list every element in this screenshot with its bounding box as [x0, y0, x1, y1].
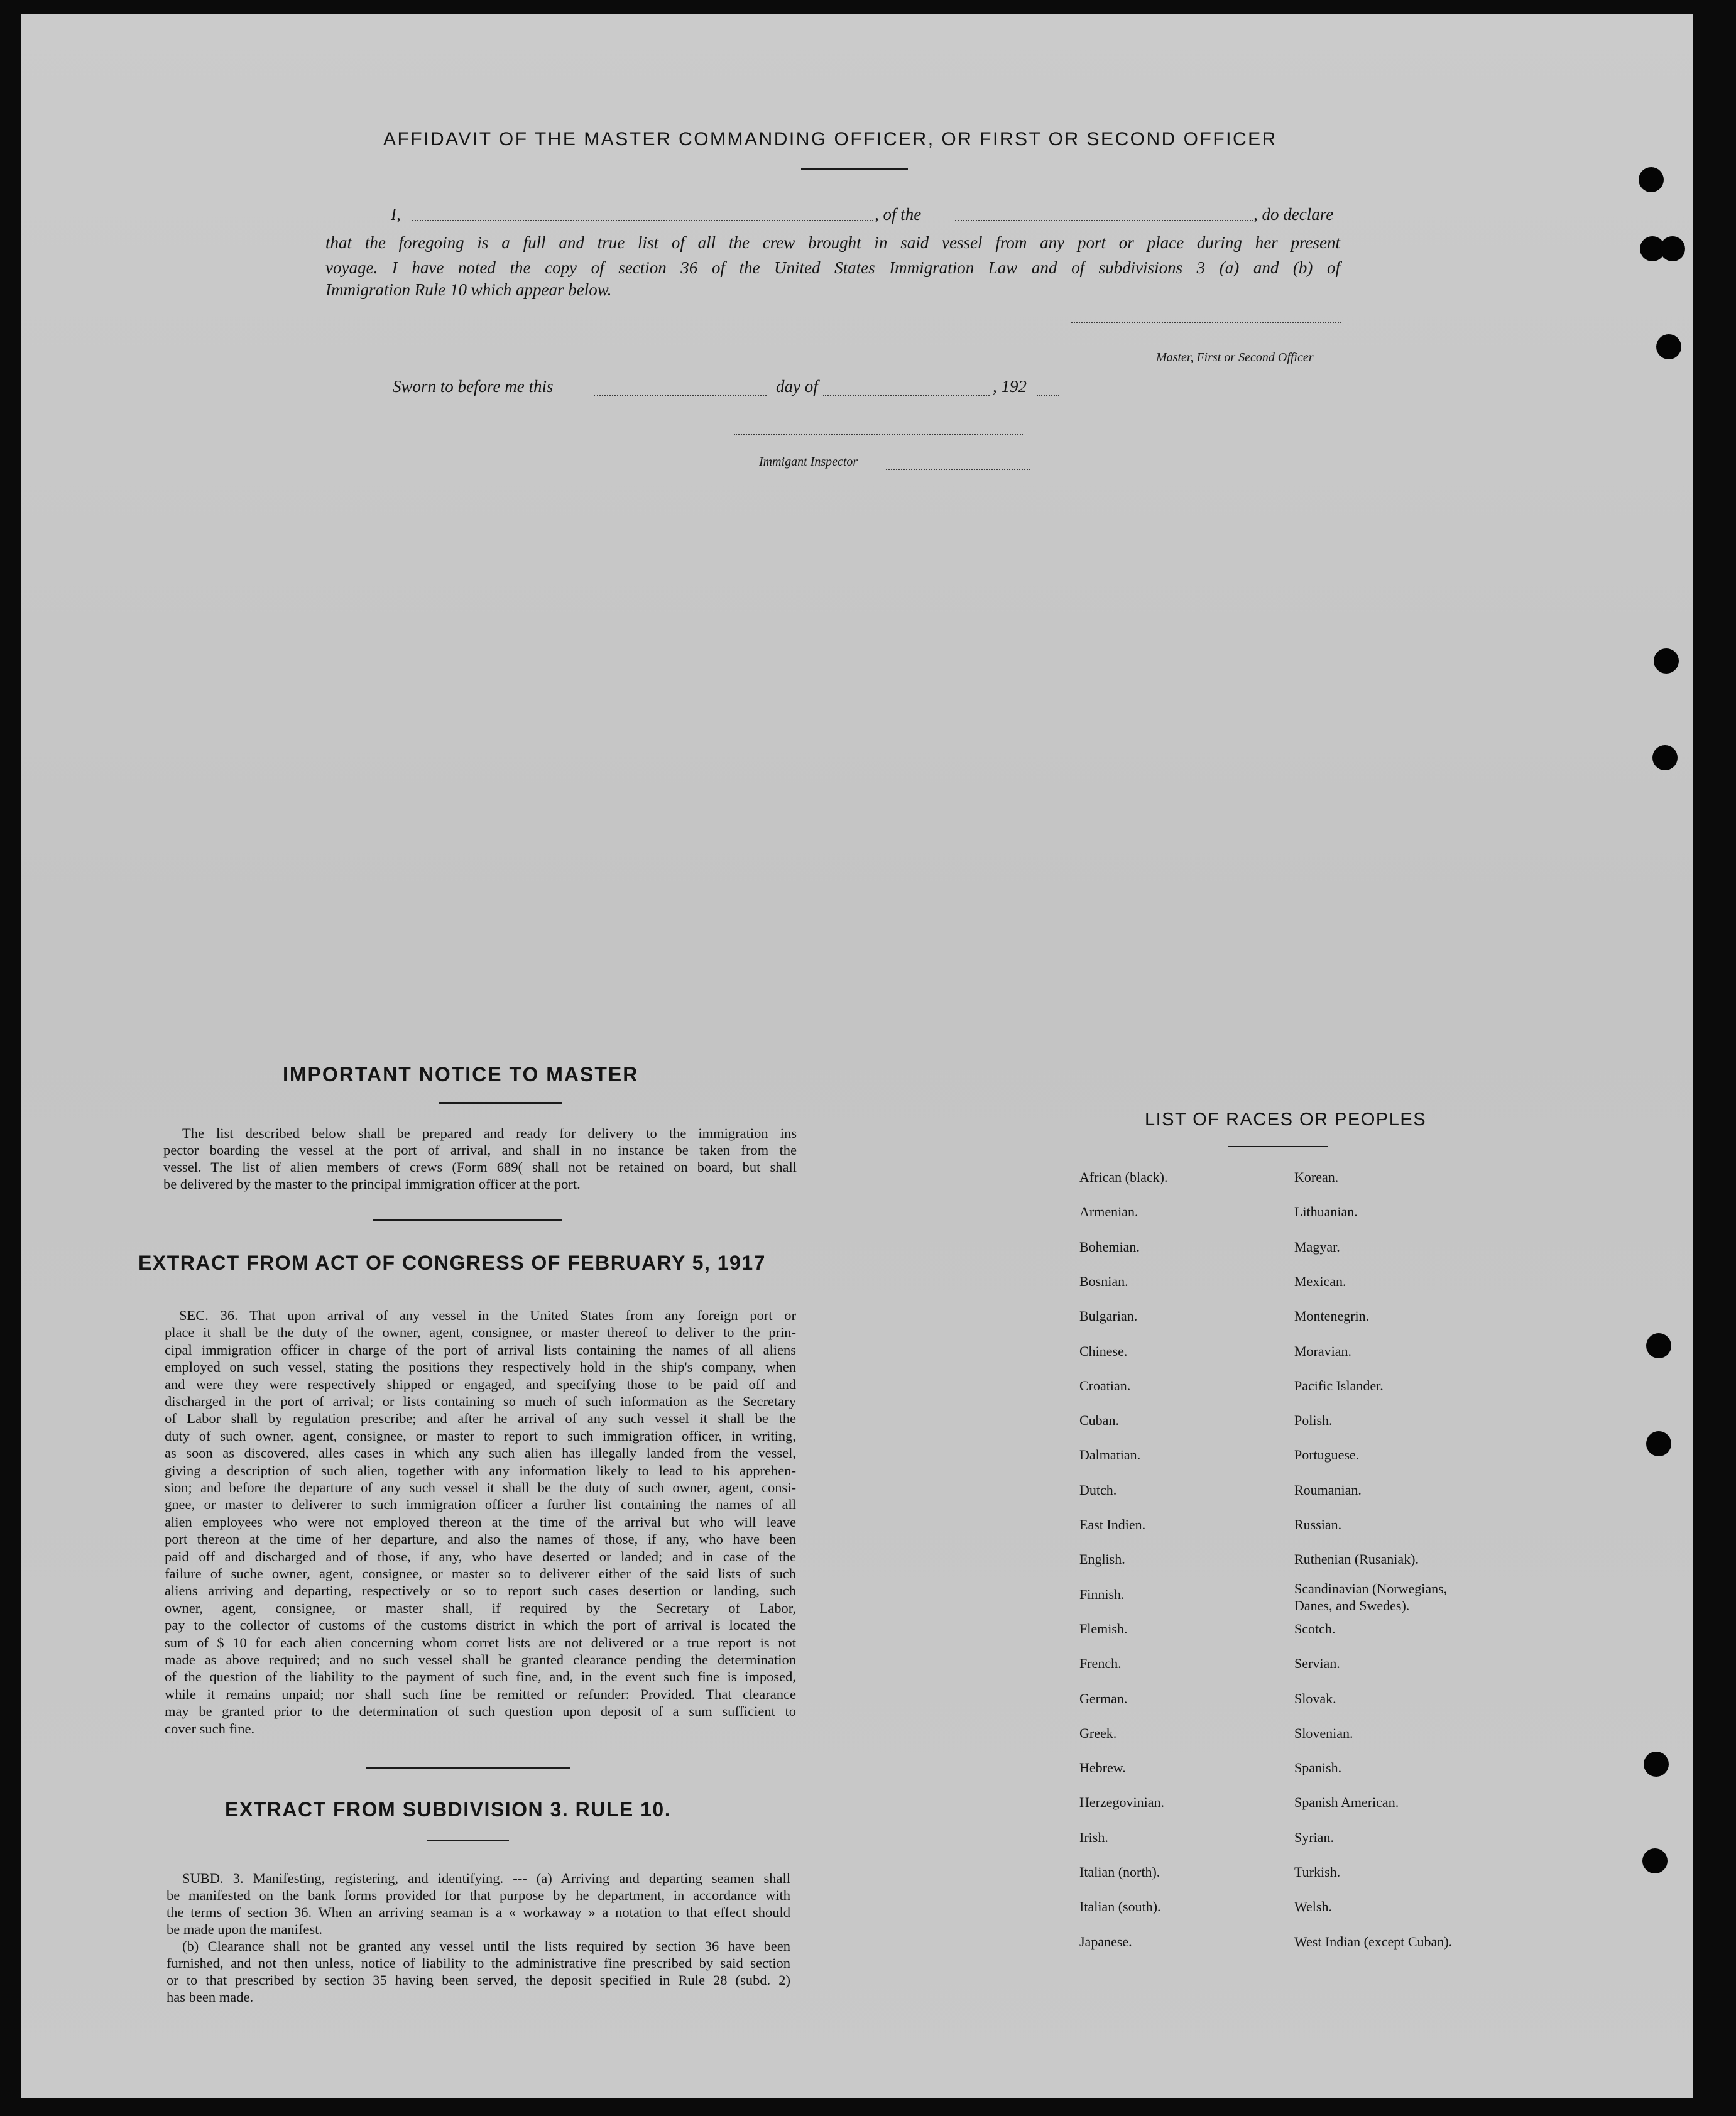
race-item: Servian. [1294, 1655, 1340, 1672]
notice-line: pector boarding the vessel at the port of arrival, and shall in no instance be taken from the [163, 1142, 797, 1158]
race-item: Bohemian. [1079, 1238, 1140, 1255]
race-item: Hebrew. [1079, 1760, 1126, 1776]
race-item: Chinese. [1079, 1343, 1128, 1359]
act-line: of the question of the liability to the payment of such fine, and, in the event such fine is imposed, [165, 1669, 796, 1685]
divider [373, 1219, 562, 1221]
act-line: cover such fine. [165, 1720, 255, 1737]
act-line: cipal immigration officer in charge of the port of arrival lists containing the names of all aliens [165, 1341, 796, 1358]
divider [801, 168, 908, 170]
officer-signature-line[interactable] [1071, 322, 1341, 323]
rule-line: (b) Clearance shall not be granted any vessel until the lists required by section 36 have been [182, 1938, 790, 1954]
act-line: owner, agent, consignee, or master shall, if required by the Secretary of Labor, [165, 1600, 796, 1616]
race-item: English. [1079, 1551, 1125, 1568]
race-item: Pacific Islander. [1294, 1377, 1384, 1393]
race-item: Flemish. [1079, 1620, 1128, 1637]
race-item: African (black). [1079, 1169, 1168, 1185]
rule-line: be made upon the manifest. [167, 1921, 323, 1937]
sworn-text: Sworn to before me this [393, 377, 554, 396]
rule-line: SUBD. 3. Manifesting, registering, and identifying. --- (a) Arriving and departing seamen shall [182, 1870, 790, 1886]
act-line: pay to the collector of customs of the customs district in which the port of arrival is located the [165, 1617, 796, 1633]
race-item: Montenegrin. [1294, 1308, 1370, 1324]
race-item: Japanese. [1079, 1933, 1132, 1950]
race-item: Herzegovinian. [1079, 1794, 1164, 1811]
race-item: Magyar. [1294, 1238, 1340, 1255]
document-page [21, 14, 1693, 2098]
act-line: alien employees who were not employed thereon at the time of the arrival but who will leave [165, 1513, 796, 1530]
notice-title: IMPORTANT NOTICE TO MASTER [283, 1063, 639, 1086]
divider [439, 1102, 562, 1104]
race-item: Ruthenian (Rusaniak). [1294, 1551, 1419, 1568]
punch-hole [1642, 1848, 1668, 1873]
act-line: while it remains unpaid; nor shall such fine be remitted or refunder: Provided. That clearance [165, 1686, 796, 1702]
declaration-do-declare: , do declare [1253, 205, 1334, 224]
race-item: Greek. [1079, 1725, 1117, 1741]
race-item: Scotch. [1294, 1620, 1336, 1637]
race-item: Croatian. [1079, 1377, 1131, 1393]
race-item: Portuguese. [1294, 1447, 1360, 1463]
race-item: Dutch. [1079, 1481, 1117, 1498]
act-line: duty of such owner, agent, consignee, or master to report to such immigration officer, in writing, [165, 1427, 796, 1444]
race-item: Slovak. [1294, 1690, 1336, 1706]
day-of-text: day of [776, 377, 818, 396]
race-item: Welsh. [1294, 1899, 1332, 1915]
race-item: Bosnian. [1079, 1273, 1128, 1289]
races-title: LIST OF RACES OR PEOPLES [1145, 1110, 1427, 1130]
notice-line: vessel. The list of alien members of crews (Form 689( shall not be retained on board, but shall [163, 1159, 797, 1175]
rule-line: furnished, and not then unless, notice of liability to the administrative fine prescribed by said section [167, 1955, 790, 1971]
race-item: Mexican. [1294, 1273, 1346, 1289]
act-line: place it shall be the duty of the owner, agent, consignee, or master thereof to deliver to the prin- [165, 1324, 796, 1341]
declaration-i: I, [391, 205, 401, 224]
race-item: Moravian. [1294, 1343, 1352, 1359]
race-item: Russian. [1294, 1517, 1342, 1532]
name-field-line[interactable] [412, 220, 873, 221]
act-line: giving a description of such alien, together with any information likely to lead to his apprehen- [165, 1462, 796, 1478]
day-field-line[interactable] [594, 395, 767, 396]
rule-line: has been made. [167, 1989, 254, 2005]
rule-line: the terms of section 36. When an arriving seaman is a « workaway » a notation to that effect should [167, 1904, 790, 1920]
race-item: Italian (south). [1079, 1899, 1161, 1915]
punch-hole [1660, 236, 1685, 261]
race-item: French. [1079, 1655, 1122, 1672]
race-item: Syrian. [1294, 1829, 1334, 1845]
punch-hole [1644, 1752, 1669, 1777]
year-text: , 192 [993, 377, 1027, 396]
act-line: may be granted prior to the determination of such question upon deposit of a sum sufficient to [165, 1703, 796, 1720]
month-field-line[interactable] [823, 395, 990, 396]
declaration-of-the: , of the [875, 205, 922, 224]
act-line: made as above required; and no such vessel shall be granted clearance pending the determination [165, 1652, 796, 1667]
declaration-line: Immigration Rule 10 which appear below. [325, 280, 612, 299]
declaration-line: voyage. I have noted the copy of section 36 of the United States Immigration Law and of subdivisions 3 (a) and (b) of [325, 258, 1340, 277]
race-item: Korean. [1294, 1169, 1339, 1185]
race-item: Slovenian. [1294, 1725, 1353, 1741]
affidavit-title: AFFIDAVIT OF THE MASTER COMMANDING OFFICER, OR FIRST OR SECOND OFFICER [383, 129, 1277, 150]
rule-line: or to that prescribed by section 35 having been served, the deposit specified in Rule 28 (subd. 2) [167, 1972, 790, 1988]
act-line: employed on such vessel, stating the positions they respectively hold in the ship's company, when [165, 1359, 796, 1375]
notice-line: The list described below shall be prepared and ready for delivery to the immigration ins [182, 1125, 797, 1141]
race-item: Cuban. [1079, 1412, 1119, 1429]
race-item: West Indian (except Cuban). [1294, 1933, 1453, 1950]
punch-hole [1639, 167, 1664, 192]
divider [1228, 1146, 1328, 1147]
rule-title: EXTRACT FROM SUBDIVISION 3. RULE 10. [225, 1798, 672, 1821]
race-item: Dalmatian. [1079, 1447, 1141, 1463]
race-item: Turkish. [1294, 1864, 1341, 1880]
act-line: sum of $ 10 for each alien concerning whom corret lists are not delivered or a true report is not [165, 1634, 796, 1650]
punch-hole [1646, 1431, 1671, 1456]
race-item: Armenian. [1079, 1204, 1138, 1220]
act-line: aliens arriving and departing, respectively or so to report such cases desertion or landing, such [165, 1583, 796, 1599]
divider [427, 1840, 509, 1841]
act-title: EXTRACT FROM ACT OF CONGRESS OF FEBRUARY 5, 1917 [138, 1252, 766, 1274]
declaration-line: that the foregoing is a full and true list of all the crew brought in said vessel from any port or place during her present [325, 233, 1340, 252]
race-item: Finnish. [1079, 1586, 1125, 1602]
act-line: paid off and discharged and of those, if any, who have deserted or landed; and in case of the [165, 1548, 796, 1564]
rule-line: be manifested on the bank forms provided for that purpose by he department, in accordance with [167, 1887, 790, 1903]
race-item: Spanish. [1294, 1760, 1342, 1776]
punch-hole [1656, 334, 1681, 359]
act-line: gnee, or master to deliverer to such immigration officer a further list containing the names of all [165, 1497, 796, 1513]
race-item: German. [1079, 1690, 1128, 1706]
race-item: Lithuanian. [1294, 1204, 1358, 1220]
act-line: port thereon at the time of her departure, and also the names of those, if any, who have been [165, 1531, 796, 1547]
punch-hole [1654, 648, 1679, 674]
officer-label: Master, First or Second Officer [1156, 351, 1314, 364]
year-field-line[interactable] [1037, 395, 1059, 396]
race-item: Scandinavian (Norwegians, Danes, and Swedes). [1294, 1580, 1448, 1613]
divider [366, 1767, 570, 1769]
punch-hole [1646, 1333, 1671, 1358]
punch-hole [1652, 745, 1678, 770]
notice-line: be delivered by the master to the principal immigration officer at the port. [163, 1176, 581, 1192]
race-item: Italian (north). [1079, 1864, 1160, 1880]
inspector-dotted-line[interactable] [886, 469, 1030, 470]
act-line: sion; and before the departure of any such vessel it shall be the duty of such owner, agent, consi- [165, 1480, 796, 1495]
act-line: of Labor shall by regulation prescribe; and after he arrival of any such vessel it shall be the [165, 1410, 796, 1427]
act-line: discharged in the port of arrival; or lists containing so much of such information as the Secretary [165, 1393, 796, 1409]
inspector-label: Immigant Inspector [759, 455, 858, 469]
act-line: failure of suche owner, agent, consignee, or master so to deliverer either of the said lists of such [165, 1566, 796, 1581]
act-line: and were they were respectively shipped or engaged, and specifying those to be paid off and [165, 1376, 796, 1392]
race-item: Roumanian. [1294, 1481, 1362, 1498]
race-item: Bulgarian. [1079, 1308, 1138, 1324]
race-item: Spanish American. [1294, 1794, 1399, 1811]
vessel-field-line[interactable] [955, 220, 1253, 221]
race-item: Irish. [1079, 1829, 1108, 1845]
act-line: SEC. 36. That upon arrival of any vessel in the United States from any foreign port or [179, 1307, 796, 1323]
race-item: Polish. [1294, 1412, 1333, 1429]
act-line: as soon as discovered, alles cases in which any such alien has illegally landed from the vessel, [165, 1445, 796, 1461]
race-item: East Indien. [1079, 1517, 1146, 1532]
inspector-signature-line[interactable] [734, 434, 1023, 435]
